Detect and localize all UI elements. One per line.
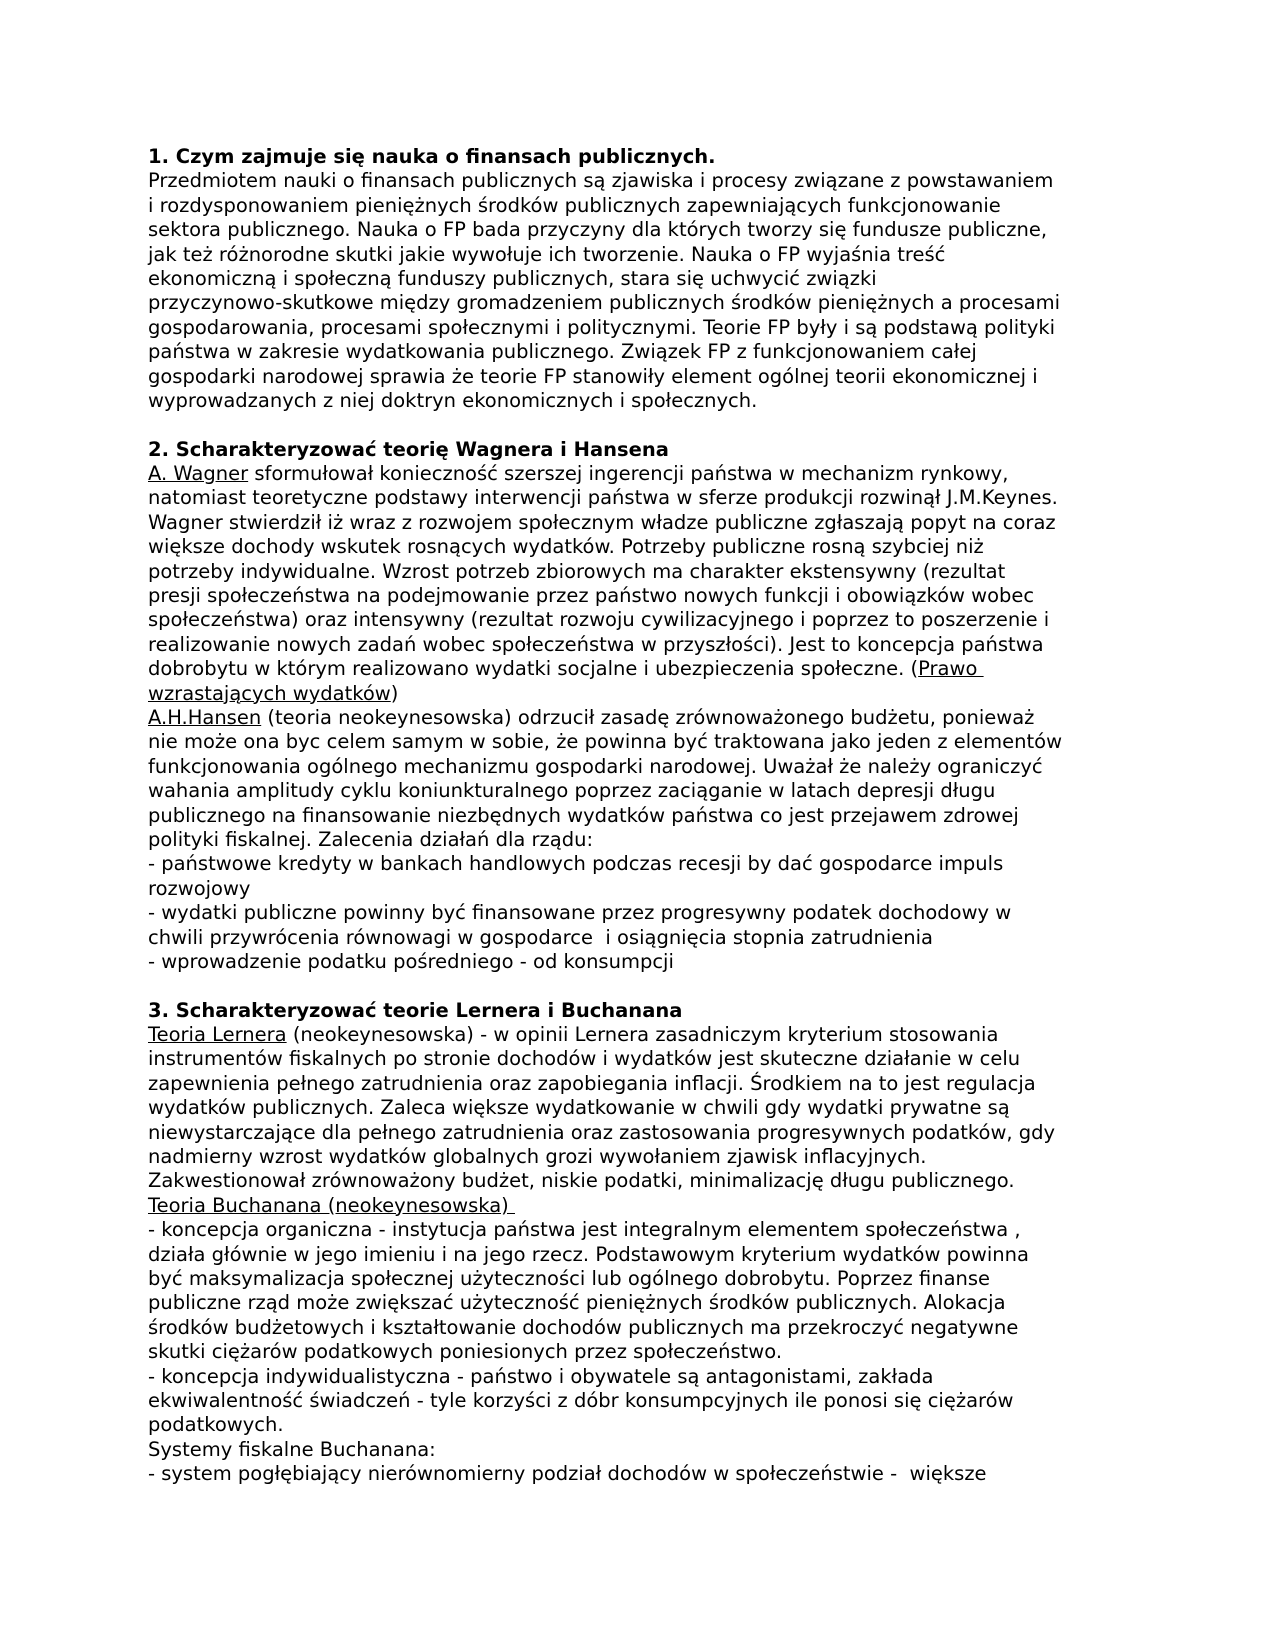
spacer: [148, 974, 1138, 998]
paragraph-line: wahania amplitudy cyklu koniunkturalnego poprzez zaciąganie w latach depresji długu: [148, 779, 996, 803]
wagner-label: A. Wagner: [148, 462, 249, 486]
list-item-line: rozwojowy: [148, 876, 251, 900]
paragraph-line: publiczne rząd może zwiększać użyteczność pieniężnych środków publicznych. Alokacja: [148, 1291, 1006, 1315]
paragraph-line: instrumentów fiskalnych po stronie dochodów i wydatków jest skuteczne działanie w celu: [148, 1047, 1021, 1071]
paragraph-line: potrzeby indywidualne. Wzrost potrzeb zbiorowych ma charakter ekstensywny (rezultat: [148, 559, 1006, 583]
list-item-line: - koncepcja indywidualistyczna - państwo i obywatele są antagonistami, zakłada: [148, 1364, 934, 1388]
paragraph-line: [148, 657, 1138, 681]
paragraph-line: [148, 682, 1138, 706]
paragraph-line: gospodarki narodowej sprawia że teorie FP stanowiły element ogólnej teorii ekonomicznej i: [148, 364, 1038, 388]
paragraph-line: Zakwestionował zrównoważony budżet, niskie podatki, minimalizację długu publicznego.: [148, 1169, 1015, 1193]
paragraph-line: presji społeczeństwa na podejmowanie przez państwo nowych funkcji i obowiązków wobec: [148, 584, 1035, 608]
paragraph-line: sektora publicznego. Nauka o FP bada przyczyny dla których tworzy się fundusze publiczne,: [148, 218, 1048, 242]
paragraph-line: zapewnienia pełnego zatrudnienia oraz zapobiegania inflacji. Środkiem na to jest regulacja: [148, 1071, 1036, 1095]
section-heading: 1. Czym zajmuje się nauka o finansach publicznych.: [148, 145, 716, 168]
paragraph-line: działa głównie w jego imieniu i na jego rzecz. Podstawowym kryterium wydatków powinna: [148, 1242, 1029, 1266]
paragraph-line: być maksymalizacja społecznej użyteczności lub ogólnego dobrobytu. Poprzez finanse: [148, 1266, 991, 1290]
spacer: [148, 413, 1138, 437]
paragraph-line: nie może ona byc celem samym w sobie, że powinna być traktowana jako jeden z elementów: [148, 730, 1063, 754]
paragraph-line: i rozdysponowaniem pieniężnych środków publicznych zapewniających funkcjonowanie: [148, 193, 1001, 217]
paragraph-line: państwa w zakresie wydatkowania publicznego. Związek FP z funkcjonowaniem całej: [148, 340, 977, 364]
text-run: (teoria neokeynesowska) odrzucił zasadę zrównoważonego budżetu, ponieważ: [261, 705, 1035, 729]
list-item-line: chwili przywrócenia równowagi w gospodarce i osiągnięcia stopnia zatrudnienia: [148, 925, 933, 949]
buchanan-label: Teoria Buchanana (neokeynesowska): [148, 1193, 515, 1217]
paragraph-line: realizowanie nowych zadań wobec społeczeństwa w przyszłości). Jest to koncepcja państwa: [148, 632, 1044, 656]
section-heading: 3. Scharakteryzować teorie Lernera i Buchanana: [148, 998, 683, 1022]
paragraph-line: wyprowadzanych z niej doktryn ekonomicznych i społecznych.: [148, 388, 758, 412]
paragraph-line: podatkowych.: [148, 1413, 284, 1437]
paragraph-line: skutki ciężarów podatkowych poniesionych przez społeczeństwo.: [148, 1340, 783, 1364]
paragraph-line: [148, 462, 1138, 486]
paragraph-line: ekwiwalentność świadczeń - tyle korzyści z dóbr konsumpcyjnych ile ponosi się ciężarów: [148, 1388, 1014, 1412]
paragraph-line: publicznego na finansowanie niezbędnych wydatków państwa co jest przejawem zdrowej: [148, 803, 1019, 827]
law-label: Prawo: [918, 657, 984, 681]
paragraph-line: [148, 1194, 1138, 1218]
section-heading: 2. Scharakteryzować teorię Wagnera i Hansena: [148, 437, 669, 461]
document-page: [148, 145, 1138, 1486]
paragraph-line: niewystarczające dla pełnego zatrudnienia oraz zastosowania progresywnych podatków, gdy: [148, 1120, 1056, 1144]
paragraph-line: natomiast teoretyczne podstawy interwencji państwa w sferze produkcji rozwinął J.M.Keynes.: [148, 486, 1058, 510]
paragraph-line: polityki fiskalnej. Zalecenia działań dla rządu:: [148, 827, 594, 851]
paragraph-line: Przedmiotem nauki o finansach publicznych są zjawiska i procesy związane z powstawaniem: [148, 169, 1054, 193]
list-item-line: - państwowe kredyty w bankach handlowych podczas recesji by dać gospodarce impuls: [148, 852, 1004, 876]
paragraph-line: jak też różnorodne skutki jakie wywołuje ich tworzenie. Nauka o FP wyjaśnia treść: [148, 242, 946, 266]
section-1: [148, 145, 1138, 413]
list-item-line: - wydatki publiczne powinny być finansowane przez progresywny podatek dochodowy w: [148, 901, 1012, 925]
list-item-line: - wprowadzenie podatku pośredniego - od konsumpcji: [148, 949, 674, 973]
text-run: sformułował konieczność szerszej ingerencji państwa w mechanizm rynkowy,: [248, 462, 1009, 486]
law-label-cont: wzrastających wydatków: [148, 681, 391, 705]
paragraph-line: wydatków publicznych. Zaleca większe wydatkowanie w chwili gdy wydatki prywatne są: [148, 1096, 1010, 1120]
lerner-label: Teoria Lernera: [148, 1023, 287, 1047]
text-run: ): [390, 681, 399, 705]
list-item-line: - system pogłębiający nierównomierny podział dochodów w społeczeństwie - większe: [148, 1462, 987, 1486]
paragraph-line: nadmierny wzrost wydatków globalnych grozi wywołaniem zjawisk inflacyjnych.: [148, 1145, 927, 1169]
paragraph-line: funkcjonowania ogólnego mechanizmu gospodarki narodowej. Uważał że należy ograniczyć: [148, 754, 1043, 778]
list-item-line: - koncepcja organiczna - instytucja państwa jest integralnym elementem społeczeństwa ,: [148, 1218, 1021, 1242]
paragraph-line: Systemy fiskalne Buchanana:: [148, 1437, 436, 1461]
paragraph-line: ekonomiczną i społeczną funduszy publicznych, stara się uchwycić związki: [148, 266, 877, 290]
paragraph-line: przyczynowo-skutkowe między gromadzeniem publicznych środków pieniężnych a procesami: [148, 291, 1061, 315]
text-run: dobrobytu w którym realizowano wydatki socjalne i ubezpieczenia społeczne. (: [148, 657, 919, 681]
paragraph-line: większe dochody wskutek rosnących wydatków. Potrzeby publiczne rosną szybciej niż: [148, 535, 984, 559]
section-2: [148, 438, 1138, 975]
hansen-label: A.H.Hansen: [148, 705, 262, 729]
paragraph-line: [148, 706, 1138, 730]
text-run: (neokeynesowska) - w opinii Lernera zasadniczym kryterium stosowania: [286, 1023, 999, 1047]
paragraph-line: Wagner stwierdził iż wraz z rozwojem społecznym władze publiczne zgłaszają popyt na coraz: [148, 510, 1056, 534]
paragraph-line: [148, 1023, 1138, 1047]
paragraph-line: środków budżetowych i kształtowanie dochodów publicznych ma przekroczyć negatywne: [148, 1315, 1019, 1339]
paragraph-line: gospodarowania, procesami społecznymi i politycznymi. Teorie FP były i są podstawą polityki: [148, 315, 1056, 339]
paragraph-line: społeczeństwa) oraz intensywny (rezultat rozwoju cywilizacyjnego i poprzez to poszerzenie i: [148, 608, 1050, 632]
section-3: [148, 999, 1138, 1487]
